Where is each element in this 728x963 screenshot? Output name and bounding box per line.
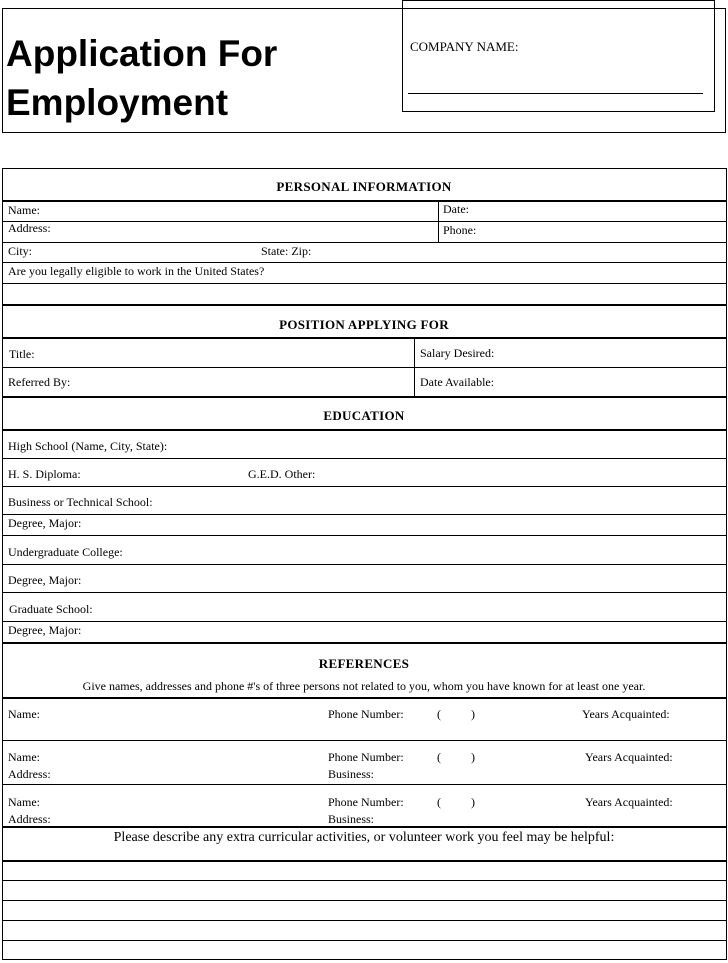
divider	[2, 592, 727, 593]
divider	[2, 860, 727, 862]
references-heading: REFERENCES	[318, 656, 410, 671]
reference-2-years[interactable]: Years Acquainted:	[585, 750, 673, 764]
reference-2-paren-open: (	[437, 750, 441, 764]
reference-2-address[interactable]: Address:	[8, 767, 51, 781]
reference-3-paren-close: )	[471, 795, 475, 809]
divider	[2, 242, 727, 243]
divider	[2, 486, 727, 487]
divider	[2, 784, 727, 785]
divider	[2, 740, 727, 741]
reference-2-name[interactable]: Name:	[8, 750, 40, 764]
divider	[2, 642, 727, 644]
phone-field[interactable]: Phone:	[443, 223, 477, 237]
references-instructions: Give names, addresses and phone #'s of three persons not related to you, whom you have known for at least one year.	[82, 679, 646, 693]
reference-2-paren-close: )	[471, 750, 475, 764]
reference-3-years[interactable]: Years Acquainted:	[585, 795, 673, 809]
date-available-field[interactable]: Date Available:	[420, 375, 495, 389]
personal-info-heading: PERSONAL INFORMATION	[276, 179, 452, 194]
activities-line[interactable]	[2, 900, 727, 901]
divider	[2, 621, 727, 622]
divider	[2, 304, 727, 306]
diploma-field[interactable]: H. S. Diploma:	[8, 467, 81, 481]
name-field[interactable]: Name:	[8, 203, 40, 217]
reference-1-years[interactable]: Years Acquainted:	[582, 707, 670, 721]
divider	[2, 458, 727, 459]
divider	[2, 221, 727, 222]
divider	[2, 262, 727, 263]
company-name-label: COMPANY NAME:	[410, 39, 519, 54]
education-heading: EDUCATION	[323, 408, 405, 423]
divider	[2, 337, 727, 339]
reference-1-name[interactable]: Name:	[8, 707, 40, 721]
undergraduate-field[interactable]: Undergraduate College:	[8, 545, 123, 559]
reference-1-paren-close: )	[471, 707, 475, 721]
page-title-line-1: Application For	[6, 33, 278, 74]
reference-3-address[interactable]: Address:	[8, 812, 51, 826]
divider	[2, 826, 727, 828]
page-title-line-2: Employment	[6, 82, 229, 123]
degree-major-field[interactable]: Degree, Major:	[8, 573, 82, 587]
title-field[interactable]: Title:	[9, 347, 35, 361]
eligible-field[interactable]: Are you legally eligible to work in the United States?	[8, 264, 265, 278]
company-name-line[interactable]	[408, 93, 703, 94]
activities-line[interactable]	[2, 920, 727, 921]
activities-line[interactable]	[2, 940, 727, 941]
divider	[2, 367, 727, 368]
reference-2-phone[interactable]: Phone Number:	[328, 750, 404, 764]
reference-3-paren-open: (	[437, 795, 441, 809]
company-name-box	[402, 0, 715, 112]
ged-field[interactable]: G.E.D. Other:	[248, 467, 316, 481]
high-school-field[interactable]: High School (Name, City, State):	[8, 439, 168, 453]
graduate-school-field[interactable]: Graduate School:	[9, 602, 93, 616]
date-field[interactable]: Date:	[443, 202, 469, 216]
reference-1-phone[interactable]: Phone Number:	[328, 707, 404, 721]
reference-1-paren-open: (	[437, 707, 441, 721]
reference-3-phone[interactable]: Phone Number:	[328, 795, 404, 809]
position-heading: POSITION APPLYING FOR	[279, 317, 449, 332]
reference-3-name[interactable]: Name:	[8, 795, 40, 809]
reference-3-business[interactable]: Business:	[328, 812, 375, 826]
divider	[2, 697, 727, 699]
divider	[2, 535, 727, 536]
degree-major-field[interactable]: Degree, Major:	[8, 516, 82, 530]
reference-2-business[interactable]: Business:	[328, 767, 375, 781]
divider	[2, 200, 727, 202]
salary-field[interactable]: Salary Desired:	[420, 346, 495, 360]
divider	[2, 514, 727, 515]
divider	[2, 283, 727, 284]
address-field[interactable]: Address:	[8, 221, 51, 235]
divider	[2, 396, 727, 398]
divider	[2, 429, 727, 431]
state-zip-field[interactable]: State: Zip:	[261, 244, 312, 258]
city-field[interactable]: City:	[8, 244, 33, 258]
business-school-field[interactable]: Business or Technical School:	[8, 495, 153, 509]
activities-prompt: Please describe any extra curricular activities, or volunteer work you feel may be helpful:	[113, 830, 615, 845]
referred-by-field[interactable]: Referred By:	[8, 375, 71, 389]
degree-major-field[interactable]: Degree, Major:	[8, 623, 82, 637]
divider	[2, 564, 727, 565]
activities-line[interactable]	[2, 880, 727, 881]
